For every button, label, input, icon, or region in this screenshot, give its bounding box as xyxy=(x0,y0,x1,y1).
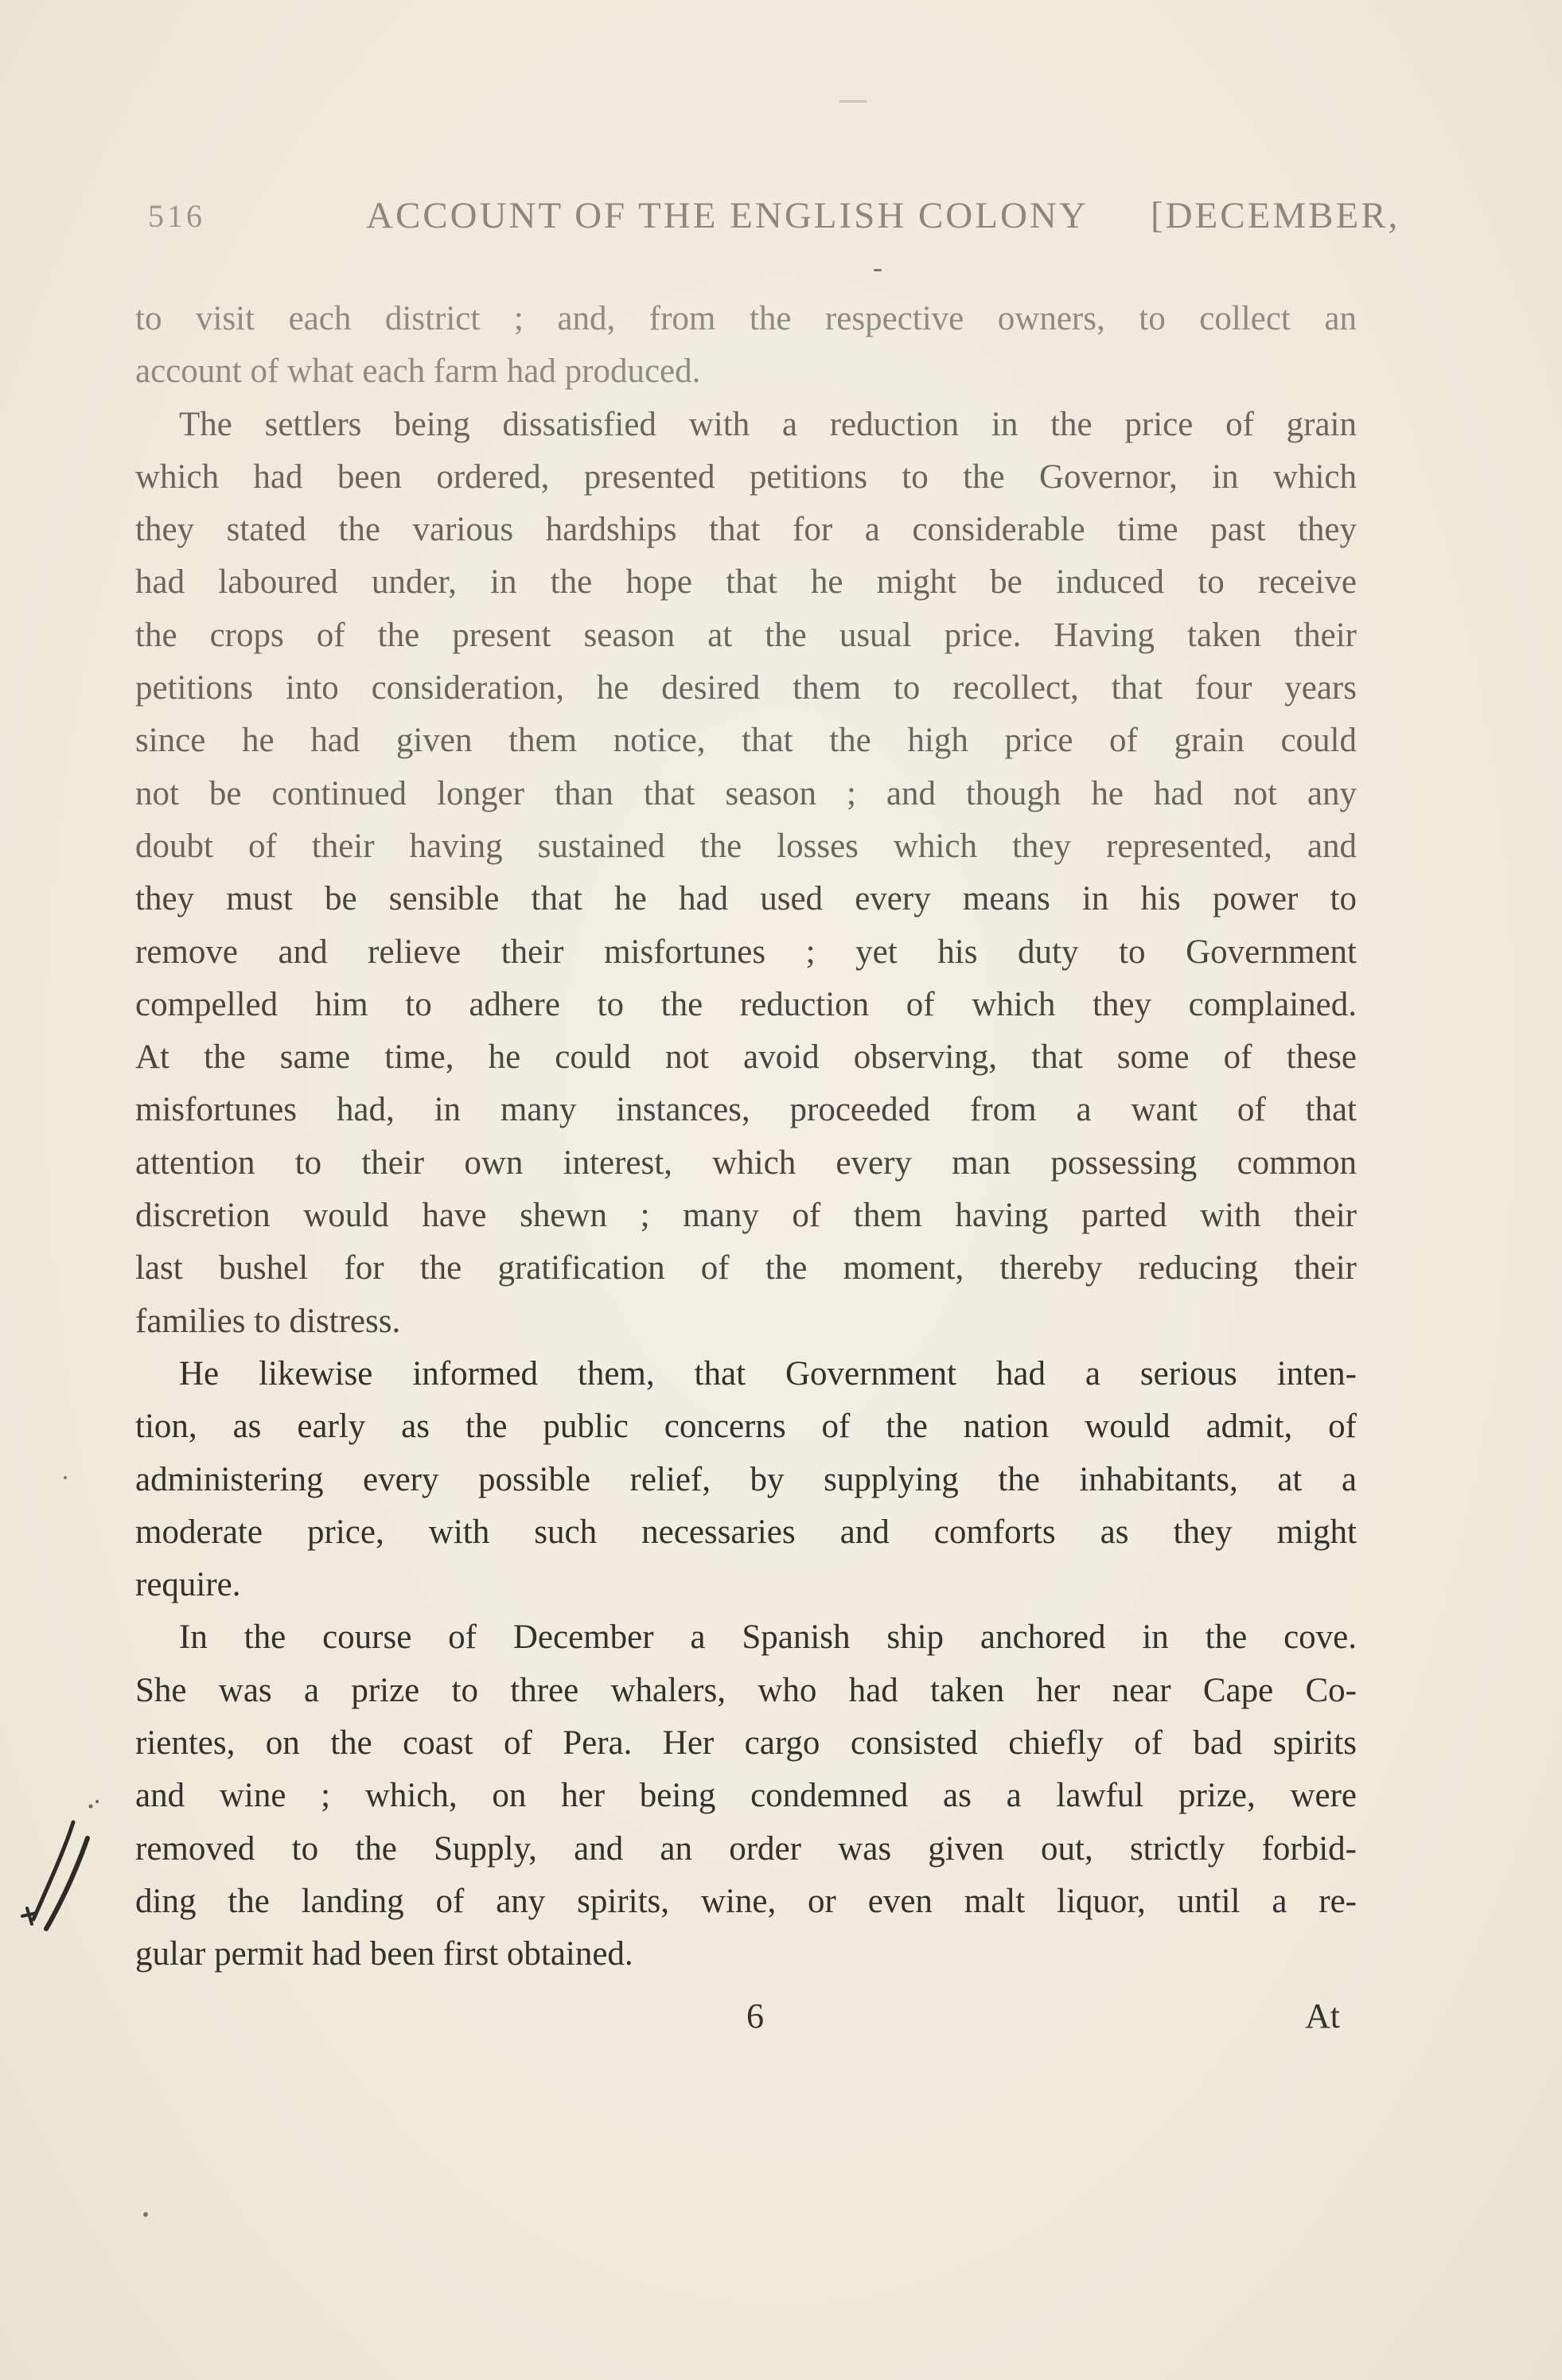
text-line: they must be sensible that he had used every means in his power to xyxy=(135,880,1357,918)
text-line: tion, as early as the public concerns of the nation would admit, of xyxy=(135,1408,1357,1446)
text-line: The settlers being dissatisfied with a reduction in the price of grain xyxy=(179,405,1357,443)
text-line: the crops of the present season at the usual price. Having taken their xyxy=(135,616,1357,654)
paragraph-4 xyxy=(135,1611,1357,1981)
text-line: remove and relieve their misfortunes ; yet his duty to Government xyxy=(135,933,1357,971)
signature-mark: 6 xyxy=(746,1996,764,2035)
body-text xyxy=(135,293,1357,1981)
text-line: not be continued longer than that season ; and though he had not any xyxy=(135,774,1357,812)
running-title: ACCOUNT OF THE ENGLISH COLONY xyxy=(366,195,1089,236)
text-line: petitions into consideration, he desired them to recollect, that four years xyxy=(135,669,1357,707)
ink-speck xyxy=(874,269,882,271)
text-line: last bushel for the gratification of the moment, thereby reducing their xyxy=(135,1249,1357,1287)
text-line: and wine ; which, on her being condemned as a lawful prize, were xyxy=(135,1777,1357,1815)
text-line: She was a prize to three whalers, who had taken her near Cape Co- xyxy=(135,1671,1357,1709)
text-line: discretion would have shewn ; many of them having parted with their xyxy=(135,1197,1357,1235)
text-line: administering every possible relief, by supplying the inhabitants, at a xyxy=(135,1460,1357,1498)
text-line: At the same time, he could not avoid observing, that some of these xyxy=(135,1038,1357,1077)
running-header xyxy=(0,193,1562,248)
text-line: ding the landing of any spirits, wine, or even malt liquor, until a re- xyxy=(135,1882,1357,1920)
text-line: moderate price, with such necessaries and comforts as they might xyxy=(135,1513,1357,1551)
text-line: gular permit had been first obtained. xyxy=(135,1935,633,1973)
text-line: require. xyxy=(135,1566,241,1604)
catchword: At xyxy=(1305,1996,1340,2035)
text-line: removed to the Supply, and an order was given out, strictly forbid- xyxy=(135,1829,1357,1868)
text-line: families to distress. xyxy=(135,1302,401,1340)
text-line: In the course of December a Spanish ship anchored in the cove. xyxy=(179,1618,1357,1657)
text-line: they stated the various hardships that for a considerable time past they xyxy=(135,511,1357,549)
ink-speck xyxy=(64,1476,67,1479)
text-line: since he had given them notice, that the high price of grain could xyxy=(135,722,1357,760)
text-line: misfortunes had, in many instances, proceeded from a want of that xyxy=(135,1091,1357,1129)
page-number: 516 xyxy=(148,198,205,234)
text-line: doubt of their having sustained the losses which they represented, and xyxy=(135,827,1357,865)
text-line: rientes, on the coast of Pera. Her cargo consisted chiefly of bad spirits xyxy=(135,1724,1357,1763)
text-line: had laboured under, in the hope that he might be induced to receive xyxy=(135,563,1357,602)
ink-speck xyxy=(143,2212,148,2217)
top-rule-mark xyxy=(839,100,867,103)
paragraph-1 xyxy=(135,293,1357,399)
text-line: which had been ordered, presented petitions to the Governor, in which xyxy=(135,458,1357,496)
text-line: He likewise informed them, that Government had a serious inten- xyxy=(179,1354,1357,1393)
text-line: compelled him to adhere to the reduction of which they complained. xyxy=(135,985,1357,1023)
text-line: to visit each district ; and, from the respective owners, to collect an xyxy=(135,300,1357,337)
text-line: attention to their own interest, which every man possessing common xyxy=(135,1143,1357,1182)
running-date: [DECEMBER, xyxy=(1151,195,1400,236)
page-footer xyxy=(0,1996,1562,2043)
paragraph-2 xyxy=(135,399,1357,1348)
paragraph-3 xyxy=(135,1348,1357,1611)
handwritten-slash-mark-icon xyxy=(19,1800,115,1935)
text-line: account of what each farm had produced. xyxy=(135,353,701,391)
